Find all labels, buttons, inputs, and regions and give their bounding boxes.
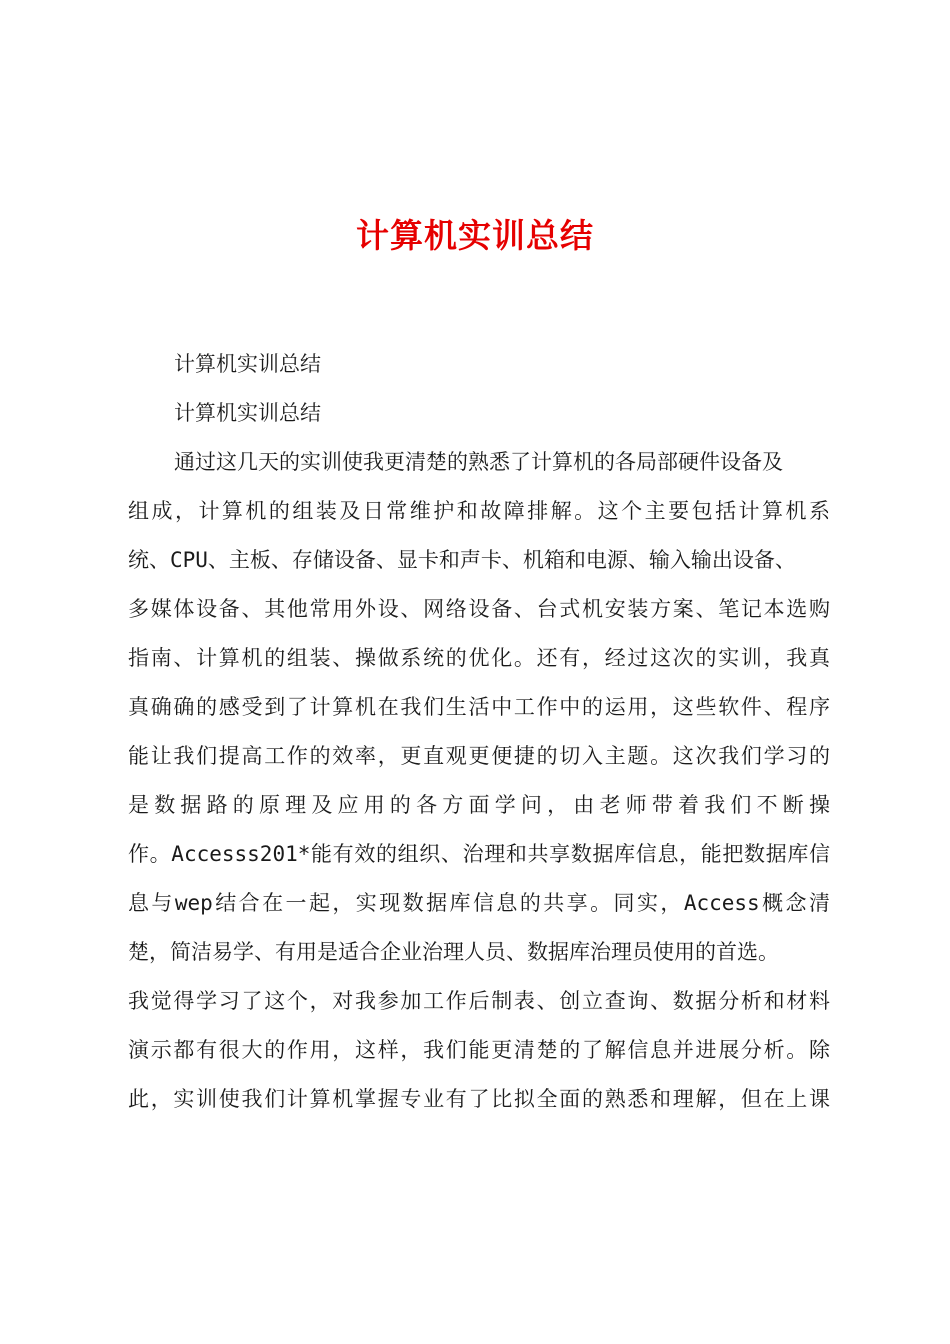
- document-title: 计算机实训总结: [356, 216, 594, 255]
- paragraph-line: 楚，简洁易学、有用是适合企业治理人员、数据库治理员使用的首选。: [128, 940, 779, 964]
- paragraph-line: 此，实训使我们计算机掌握专业有了比拟全面的熟悉和理解，但在上课: [128, 1087, 830, 1111]
- paragraph-line: 演示都有很大的作用，这样，我们能更清楚的了解信息并进展分析。除: [128, 1038, 830, 1062]
- paragraph-line: 组成，计算机的组装及日常维护和故障排解。这个主要包括计算机系: [128, 499, 830, 523]
- paragraph-line: 是数据路的原理及应用的各方面学问，由老师带着我们不断操: [128, 793, 830, 817]
- paragraph-line: 我觉得学习了这个，对我参加工作后制表、创立查询、数据分析和材料: [128, 989, 830, 1013]
- subheading-1: 计算机实训总结: [174, 352, 321, 376]
- paragraph-line: 能让我们提高工作的效率，更直观更便捷的切入主题。这次我们学习的: [128, 744, 830, 768]
- paragraph-line: 多媒体设备、其他常用外设、网络设备、台式机安装方案、笔记本选购: [128, 597, 830, 621]
- paragraph-line: 统、CPU、主板、存储设备、显卡和声卡、机箱和电源、输入输出设备、: [128, 548, 796, 572]
- paragraph-line: 通过这几天的实训使我更清楚的熟悉了计算机的各局部硬件设备及: [174, 450, 783, 474]
- document-body: [128, 340, 830, 1124]
- paragraph-line: 真确确的感受到了计算机在我们生活中工作中的运用，这些软件、程序: [128, 695, 830, 719]
- paragraph-line: 息与wep结合在一起，实现数据库信息的共享。同实，Access概念清: [128, 891, 830, 915]
- subheading-2: 计算机实训总结: [174, 401, 321, 425]
- paragraph-line: 作。Accesss201*能有效的组织、治理和共享数据库信息，能把数据库信: [128, 842, 830, 866]
- paragraph-line: 指南、计算机的组装、操做系统的优化。还有，经过这次的实训，我真: [128, 646, 830, 670]
